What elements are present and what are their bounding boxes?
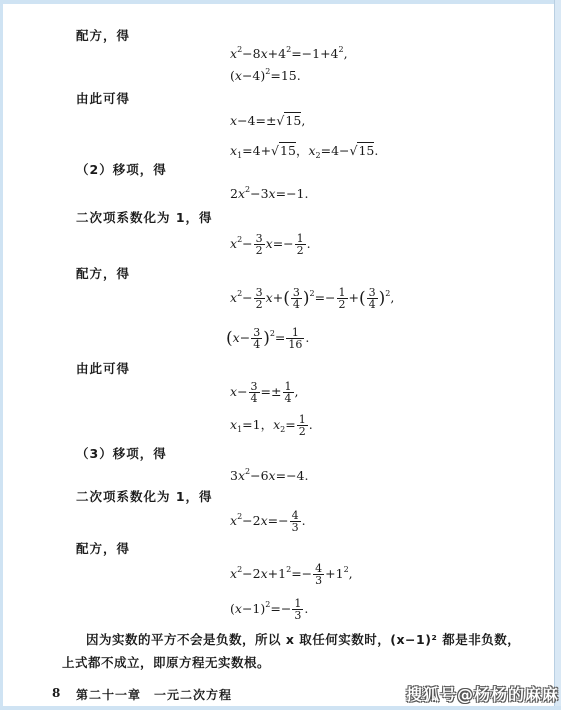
equation: $3x^2-6x=-4$. (230, 467, 309, 483)
conclusion-paragraph: 因为实数的平方不会是负数，所以 x 取任何实数时，(x−1)² 都是非负数，上式都不成立，即原方程无实数根。 (62, 632, 521, 670)
page-frame-bottom (0, 706, 561, 710)
equation: $x^2-$ $\frac{3}{2}$ x=− $\frac{1}{2}$ . (230, 232, 311, 257)
equation: $x_1=4+√15$，$x_2=4-√15$. (230, 143, 379, 160)
label-hence: 由此可得 (76, 91, 131, 106)
equation: x− $\frac{3}{4}$ =± $\frac{1}{4}$ , (230, 380, 299, 405)
page-number: 8 (52, 686, 61, 700)
equation: $(x-1)^2=-$ $\frac{1}{3}$ . (230, 597, 309, 622)
label-complete-square: 配方，得 (76, 28, 131, 43)
equation: $x^2-$ $\frac{3}{2}$ x+( $\frac{3}{4}$ )$^2$=− $\frac{1}{2}$ +( $\frac{3}{4}$ )$^2$, (230, 286, 395, 311)
equation: $x_1=1$，$x_2=$ $\frac{1}{2}$ . (230, 413, 313, 438)
chapter-title: 第二十一章 一元二次方程 (76, 688, 233, 702)
label-part-2: （2）移项，得 (76, 162, 167, 177)
watermark: 搜狐号@杨杨的麻麻 (406, 685, 560, 704)
label-normalize: 二次项系数化为 1，得 (76, 210, 213, 225)
equation: $2x^2-3x=-1$. (230, 185, 309, 201)
equation: $x^2-8x+4^2=-1+4^2$, (230, 45, 348, 61)
label-complete-square: 配方，得 (76, 541, 131, 556)
page-frame-top (0, 0, 561, 4)
page-frame-left (0, 0, 3, 710)
equation: x−4=±√15, (230, 113, 306, 128)
equation: $x^2-2x+1^2=-$ $\frac{4}{3}$ $+1^2$, (230, 562, 353, 587)
label-part-3: （3）移项，得 (76, 446, 167, 461)
page-frame-right (554, 0, 561, 710)
equation: $x^2-2x=-$ $\frac{4}{3}$ . (230, 509, 306, 534)
label-normalize: 二次项系数化为 1，得 (76, 489, 213, 504)
label-hence: 由此可得 (76, 361, 131, 376)
equation: $(x-4)^2=15$. (230, 67, 301, 83)
equation: (x− $\frac{3}{4}$ )$^2$= $\frac{1}{16}$ . (226, 326, 310, 351)
label-complete-square: 配方，得 (76, 266, 131, 281)
